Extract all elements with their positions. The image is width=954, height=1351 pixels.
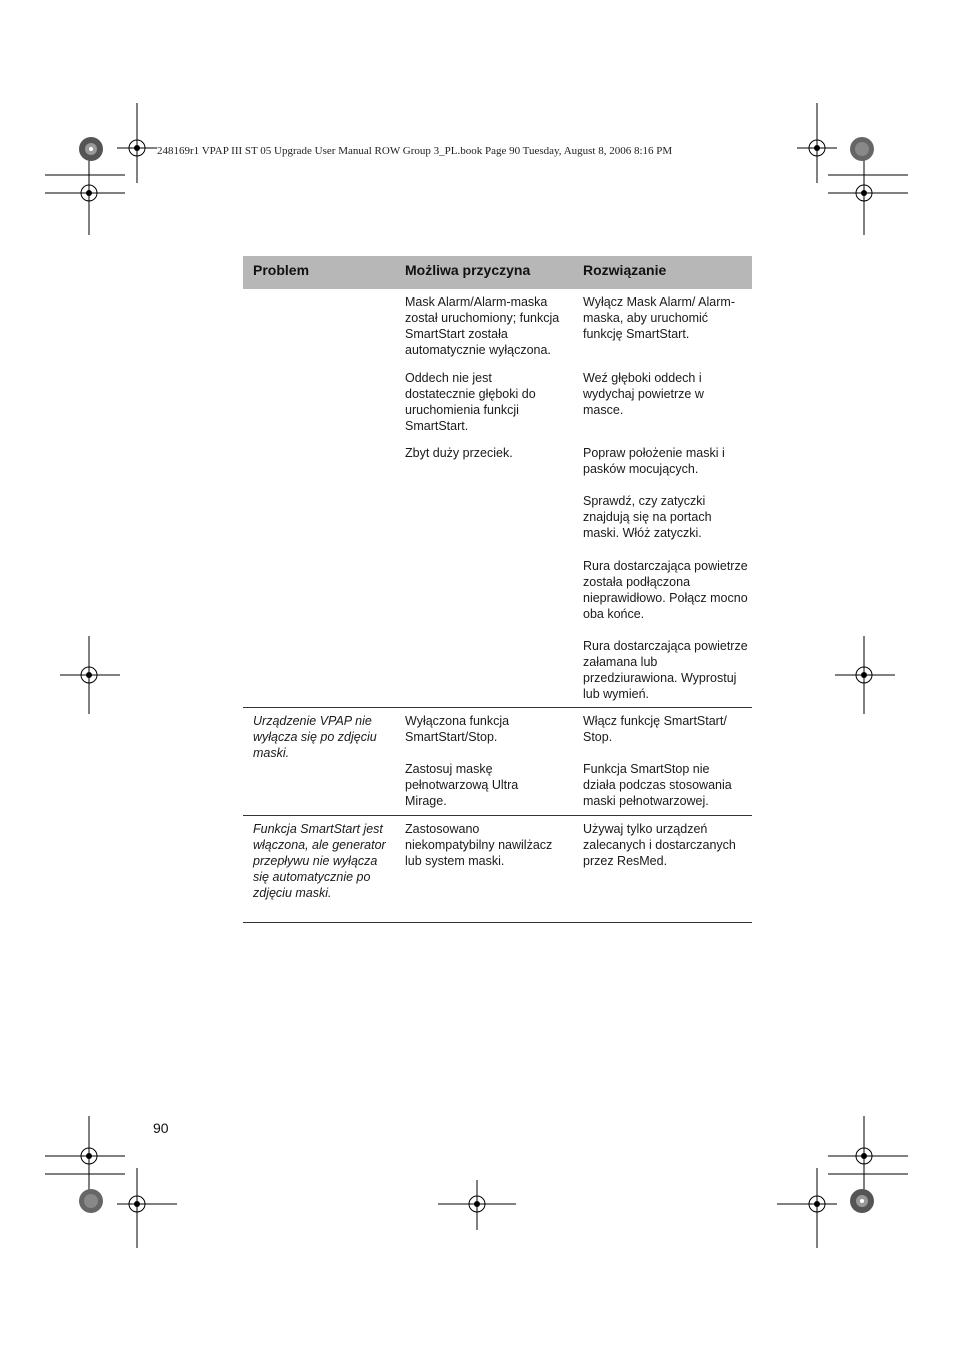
- row2-problem: Urządzenie VPAP nie wyłącza się po zdjęciu maski.: [253, 714, 377, 760]
- registration-mark-bottom-center: [438, 1180, 516, 1230]
- starburst-mark-top-right: [849, 136, 875, 162]
- registration-mark-right-lower: [828, 1116, 908, 1196]
- row1-solution3d: Rura dostarczająca powietrze załamana lub przedziurawiona. Wyprostuj lub wymień.: [583, 639, 748, 701]
- row-divider: [243, 815, 752, 816]
- row-divider: [243, 707, 752, 708]
- starburst-mark-bottom-left: [78, 1188, 104, 1214]
- row2-solution1: Włącz funkcję SmartStart/ Stop.: [583, 714, 727, 744]
- row1-solution3b: Sprawdź, czy zatyczki znajdują się na portach maski. Włóż zatyczki.: [583, 494, 712, 540]
- registration-mark-bottom-left: [117, 1168, 177, 1248]
- row1-cause1: Mask Alarm/Alarm-maska został uruchomiony; funkcja SmartStart została automatycznie wyłączona.: [405, 295, 560, 357]
- table-bottom-rule: [243, 922, 752, 923]
- starburst-mark-bottom-right: [849, 1188, 875, 1214]
- header-problem: Problem: [253, 262, 310, 278]
- row2-cause2: Zastosuj maskę pełnotwarzową Ultra Mirage.: [405, 762, 519, 808]
- row2-solution2: Funkcja SmartStop nie działa podczas stosowania maski pełnotwarzowej.: [583, 762, 732, 808]
- registration-mark-right-upper: [828, 155, 908, 235]
- row1-cause2: Oddech nie jest dostatecznie głęboki do uruchomienia funkcji SmartStart.: [405, 371, 536, 433]
- row1-solution3c: Rura dostarczająca powietrze została podłączona nieprawidłowo. Połącz mocno oba końce.: [583, 559, 748, 621]
- row1-cause3: Zbyt duży przeciek.: [405, 446, 513, 460]
- row3-cause: Zastosowano niekompatybilny nawilżacz lub system maski.: [405, 822, 553, 868]
- troubleshooting-table: [243, 256, 752, 900]
- registration-mark-right-middle: [835, 636, 895, 714]
- starburst-mark-top-left: [78, 136, 104, 162]
- row3-solution: Używaj tylko urządzeń zalecanych i dostarczanych przez ResMed.: [583, 822, 736, 868]
- registration-mark-left-middle: [60, 636, 120, 714]
- registration-mark-left-upper: [45, 155, 125, 235]
- table-header-row: [243, 256, 752, 289]
- registration-mark-left-lower: [45, 1116, 125, 1196]
- print-header: 248169r1 VPAP III ST 05 Upgrade User Manual ROW Group 3_PL.book Page 90 Tuesday, August 8, 2006 8:16 PM: [157, 145, 673, 157]
- row1-solution3a: Popraw położenie maski i pasków mocujących.: [583, 446, 725, 476]
- registration-mark-bottom-right: [777, 1168, 837, 1248]
- row3-problem: Funkcja SmartStart jest włączona, ale generator przepływu nie wyłącza się automatycznie po zdjęciu maski.: [253, 822, 386, 900]
- row1-solution2: Weź głęboki oddech i wydychaj powietrze w masce.: [583, 371, 704, 417]
- header-cause: Możliwa przyczyna: [405, 262, 531, 278]
- header-solution: Rozwiązanie: [583, 262, 667, 278]
- row2-cause1: Wyłączona funkcja SmartStart/Stop.: [405, 714, 510, 744]
- page-number: 90: [153, 1120, 169, 1136]
- row1-solution1: Wyłącz Mask Alarm/ Alarm-maska, aby uruchomić funkcję SmartStart.: [583, 295, 735, 341]
